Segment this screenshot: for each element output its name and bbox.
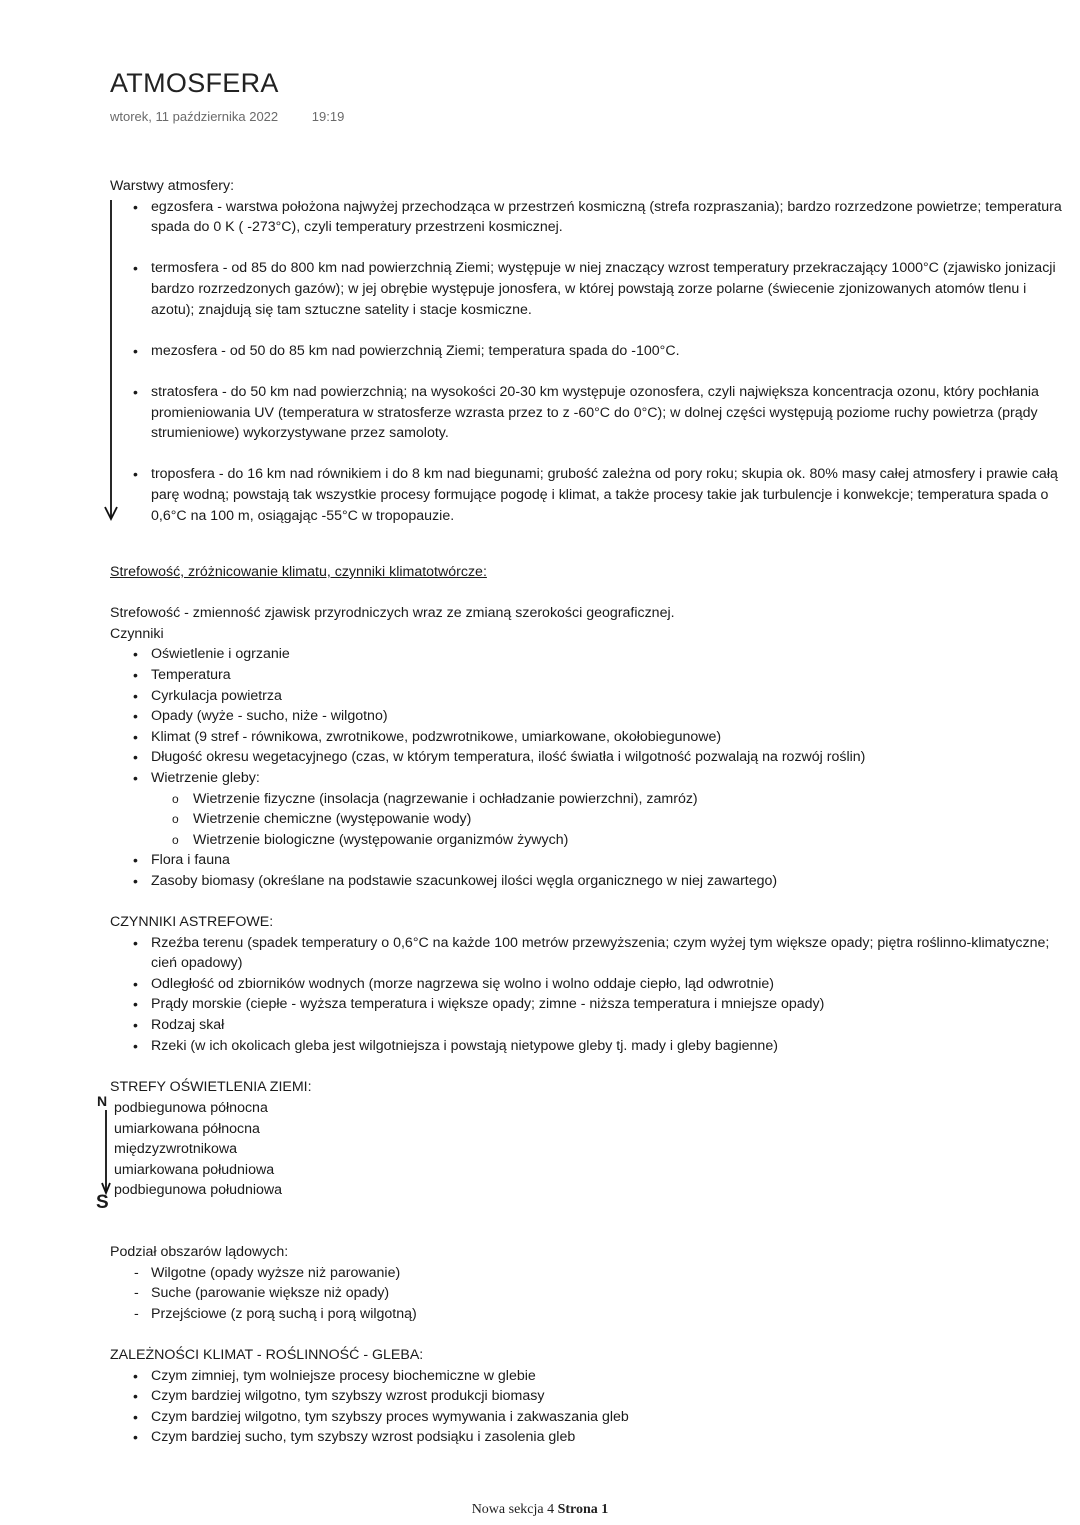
- list-item: • termosfera - od 85 do 800 km nad powierzchnią Ziemi; występuje w niej znaczący wzrost temperatury przekraczający 1000°C (zjawisko jonizacji bardzo rozrzedzonych gazów); w jej obrębie występuje jonosfera, w której powstają zorze polarne (świecenie zjonizowanych atomów tlenu i azotu); znajdują się tam sztuczne satelity i stacje kosmiczne.: [110, 258, 1070, 320]
- relations-list: [110, 1366, 1070, 1448]
- list-item: • egzosfera - warstwa położona najwyżej przechodząca w przestrzeń kosmiczną (strefa rozpraszania); bardzo rozrzedzone powietrze; temperatura spada do 0 K ( -273°C), czyli temperatury przestrzeni kosmicznej.: [110, 197, 1070, 238]
- weathering-list: [110, 789, 1070, 851]
- factors-label: Czynniki: [110, 625, 164, 642]
- list-item: - Suche (parowanie większe niż opady): [110, 1283, 1070, 1304]
- page-time: 19:19: [311, 109, 345, 124]
- footer-section: Nowa sekcja 4: [471, 1502, 555, 1517]
- list-item: • Flora i fauna: [110, 850, 1070, 871]
- list-item: umiarkowana północna: [114, 1120, 260, 1137]
- list-item: • Wietrzenie gleby:: [110, 768, 1070, 789]
- list-item: • stratosfera - do 50 km nad powierzchnią; na wysokości 20-30 km występuje ozonosfera, czyli największa koncentracja ozonu, który pochłania promieniowania UV (temperatura w stratosferze wzrasta przez to z -60°C do 0°C); w dolnej części występują poziome ruchy powietrza (prądy strumieniowe) wykorzystywane przez samoloty.: [110, 382, 1070, 444]
- light-zones-list: [114, 1098, 282, 1201]
- layers-list: [110, 197, 1070, 527]
- list-item: • Cyrkulacja powietrza: [110, 686, 1070, 707]
- list-item: międzyzwrotnikowa: [114, 1141, 237, 1158]
- down-arrow-icon: [101, 1108, 113, 1196]
- list-item: • Rzeźba terenu (spadek temperatury o 0,6°C na każde 100 metrów przewyższenia; czym wyżej tym większe opady; piętra roślinno-klimatyczne; cień opadowy): [110, 933, 1070, 974]
- factors-list-continued: [110, 850, 1070, 891]
- list-item: • Rodzaj skał: [110, 1015, 1070, 1036]
- azonal-heading: CZYNNIKI ASTREFOWE:: [110, 914, 274, 930]
- list-item: • Zasoby biomasy (określane na podstawie szacunkowej ilości węgla organicznego w niej zawartego): [110, 871, 1070, 892]
- list-item: o Wietrzenie chemiczne (występowanie wody): [110, 809, 1070, 830]
- list-item: umiarkowana południowa: [114, 1161, 275, 1178]
- azonal-section: [110, 912, 1070, 1056]
- down-arrow-icon: [104, 198, 120, 524]
- list-item: • Prądy morskie (ciepłe - wyższa temperatura i większe opady; zimne - niższa temperatura i mniejsze opady): [110, 994, 1070, 1015]
- list-item: o Wietrzenie biologiczne (występowanie organizmów żywych): [110, 830, 1070, 851]
- list-item: • mezosfera - od 50 do 85 km nad powierzchnią Ziemi; temperatura spada do -100°C.: [110, 341, 1070, 362]
- list-item: - Wilgotne (opady wyższe niż parowanie): [110, 1263, 1070, 1284]
- footer-page: Strona 1: [557, 1502, 609, 1517]
- climate-heading: Strefowość, zróżnicowanie klimatu, czynniki klimatotwórcze:: [110, 564, 487, 580]
- north-label: N: [97, 1093, 108, 1109]
- land-section: [110, 1242, 1070, 1324]
- list-item: • Temperatura: [110, 665, 1070, 686]
- layers-heading: Warstwy atmosfery:: [110, 178, 235, 194]
- land-list: [110, 1263, 1070, 1325]
- list-item: • Czym bardziej wilgotno, tym szybszy wzrost produkcji biomasy: [110, 1386, 1070, 1407]
- list-item: podbiegunowa południowa: [114, 1182, 283, 1199]
- list-item: • Długość okresu wegetacyjnego (czas, w którym temperatura, ilość światła i wilgotność pozwalają na rozwój roślin): [110, 747, 1070, 768]
- page-date: wtorek, 11 października 2022: [110, 109, 279, 124]
- list-item: o Wietrzenie fizyczne (insolacja (nagrzewanie i ochładzanie powierzchni), zamróz): [110, 789, 1070, 810]
- list-item: podbiegunowa północna: [114, 1100, 268, 1116]
- climate-section: [110, 562, 1070, 892]
- list-item: • Oświetlenie i ogrzanie: [110, 644, 1070, 665]
- page-footer: [0, 1502, 1080, 1518]
- list-item: • troposfera - do 16 km nad równikiem i do 8 km nad biegunami; grubość zależna od pory roku; skupia ok. 80% masy całej atmosfery i prawie całą parę wodną; powstają tak wszystkie procesy formujące pogodę i klimat, a także procesy takie jak turbulencje i konwekcje; temperatura spada o 0,6°C na 100 m, osiągając -55°C w tropopauzie.: [110, 464, 1070, 526]
- list-item: • Czym bardziej wilgotno, tym szybszy proces wymywania i zakwaszania gleb: [110, 1407, 1070, 1428]
- zonality-definition: Strefowość - zmienność zjawisk przyrodniczych wraz ze zmianą szerokości geograficznej.: [110, 605, 675, 622]
- layers-section: [110, 176, 1070, 526]
- relations-heading: ZALEŻNOŚCI KLIMAT - ROŚLINNOŚĆ - GLEBA:: [110, 1347, 424, 1363]
- factors-list: [110, 644, 1070, 788]
- list-item: • Odległość od zbiorników wodnych (morze nagrzewa się wolno i wolno oddaje ciepło, ląd odwrotnie): [110, 974, 1070, 995]
- page-meta: [110, 109, 374, 124]
- list-item: • Rzeki (w ich okolicach gleba jest wilgotniejsza i powstają nietypowe gleby tj. mady i gleby bagienne): [110, 1036, 1070, 1057]
- light-zones-heading: STREFY OŚWIETLENIA ZIEMI:: [110, 1079, 312, 1095]
- azonal-list: [110, 933, 1070, 1057]
- page-title: ATMOSFERA: [110, 68, 279, 98]
- list-item: • Opady (wyże - sucho, niże - wilgotno): [110, 706, 1070, 727]
- south-label: S: [96, 1192, 109, 1213]
- list-item: • Klimat (9 stref - równikowa, zwrotnikowe, podzwrotnikowe, umiarkowane, okołobiegunowe): [110, 727, 1070, 748]
- list-item: - Przejściowe (z porą suchą i porą wilgotną): [110, 1304, 1070, 1325]
- relations-section: [110, 1345, 1070, 1448]
- land-heading: Podział obszarów lądowych:: [110, 1244, 289, 1260]
- list-item: • Czym bardziej sucho, tym szybszy wzrost podsiąku i zasolenia gleb: [110, 1427, 1070, 1448]
- list-item: • Czym zimniej, tym wolniejsze procesy biochemiczne w glebie: [110, 1366, 1070, 1387]
